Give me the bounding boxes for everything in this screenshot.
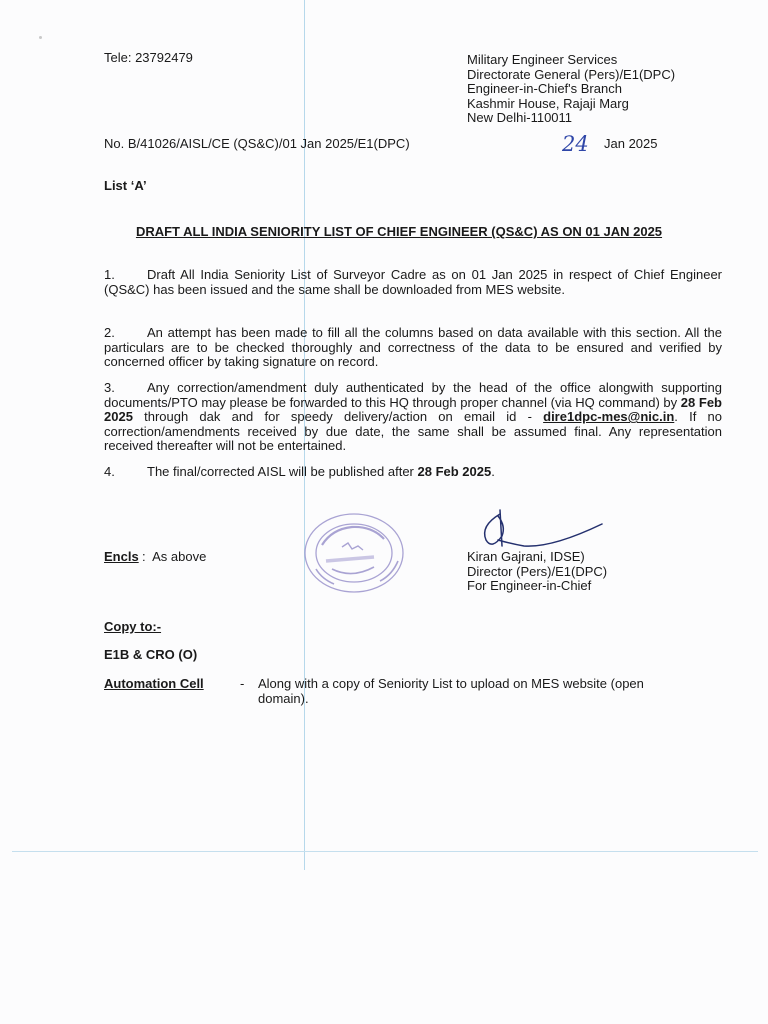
paragraph-number: 1. xyxy=(104,267,115,282)
email-address[interactable]: dire1dpc-mes@nic.in xyxy=(543,409,675,425)
list-label: List ‘A’ xyxy=(104,178,147,193)
scan-speck xyxy=(39,36,42,39)
paragraph-text: Any correction/amendment duly authenticated by the head of the office alongwith supporting documents/PTO may please be forwarded to this HQ through proper channel (via HQ command) by xyxy=(104,380,722,410)
copy-to-label: Copy to:- xyxy=(104,619,162,634)
paragraph-text: Draft All India Seniority List of Surveyor Cadre as on 01 Jan 2025 in respect of Chief Engineer (QS&C) has been issued and the same shall be downloaded from MES website. xyxy=(104,267,722,297)
paragraph-2 xyxy=(104,326,722,370)
paragraph-text: An attempt has been made to fill all the columns based on data available with this section. All the particulars are to be checked thoroughly and correctness of the data to be ensured and verified by concerned officer by taking signature on record. xyxy=(104,325,722,370)
signatory-on-behalf: For Engineer-in-Chief xyxy=(467,578,592,594)
address-line: Military Engineer Services xyxy=(467,52,618,67)
document-title: DRAFT ALL INDIA SENIORITY LIST OF CHIEF ENGINEER (QS&C) AS ON 01 JAN 2025 xyxy=(135,224,663,239)
horizontal-fold-line xyxy=(12,851,758,852)
paragraph-1 xyxy=(104,268,722,297)
paragraph-4 xyxy=(104,465,722,480)
signatory-designation: Director (Pers)/E1(DPC) xyxy=(467,563,608,579)
signatory-name: Kiran Gajrani, IDSE) xyxy=(467,549,585,564)
paragraph-text: . xyxy=(491,464,495,479)
office-address xyxy=(467,53,675,126)
telephone-number: Tele: 23792479 xyxy=(104,50,193,65)
enclosures-label: Encls xyxy=(104,549,139,564)
copy-recipient-e1b: E1B & CRO (O) xyxy=(104,647,198,662)
address-line: Kashmir House, Rajaji Marg xyxy=(467,95,629,111)
paragraph-number: 2. xyxy=(104,325,115,340)
paragraph-text: through dak and for speedy delivery/action on email id - xyxy=(132,409,544,425)
office-stamp-seal xyxy=(302,511,406,595)
publish-date: 28 Feb 2025 xyxy=(417,464,492,479)
address-line: Directorate General (Pers)/E1(DPC) xyxy=(467,66,676,82)
recipient-note: Along with a copy of Seniority List to upload on MES website (open domain). xyxy=(258,676,644,706)
paragraph-text: The final/corrected AISL will be published after xyxy=(147,464,418,479)
paragraph-number: 3. xyxy=(104,380,115,395)
paragraph-3 xyxy=(104,381,722,454)
paragraph-text: . If no correction/amendments received by due date, the same shall be assumed final. Any representation received thereafter will not be entertained. xyxy=(104,409,722,454)
address-line: Engineer-in-Chief's Branch xyxy=(467,81,622,97)
due-date: 28 Feb 2025 xyxy=(104,394,722,425)
recipient-dash: - xyxy=(240,676,245,691)
copy-recipient-automation-cell: Automation Cell xyxy=(104,676,204,691)
signatory-block xyxy=(467,550,607,594)
address-line: New Delhi-110011 xyxy=(467,110,573,126)
reference-number: No. B/41026/AISL/CE (QS&C)/01 Jan 2025/E1(DPC) xyxy=(104,136,410,151)
enclosures-value: : As above xyxy=(142,549,207,564)
paragraph-number: 4. xyxy=(104,464,115,479)
reference-month-year: Jan 2025 xyxy=(604,136,658,151)
handwritten-day: 24 xyxy=(562,132,589,156)
